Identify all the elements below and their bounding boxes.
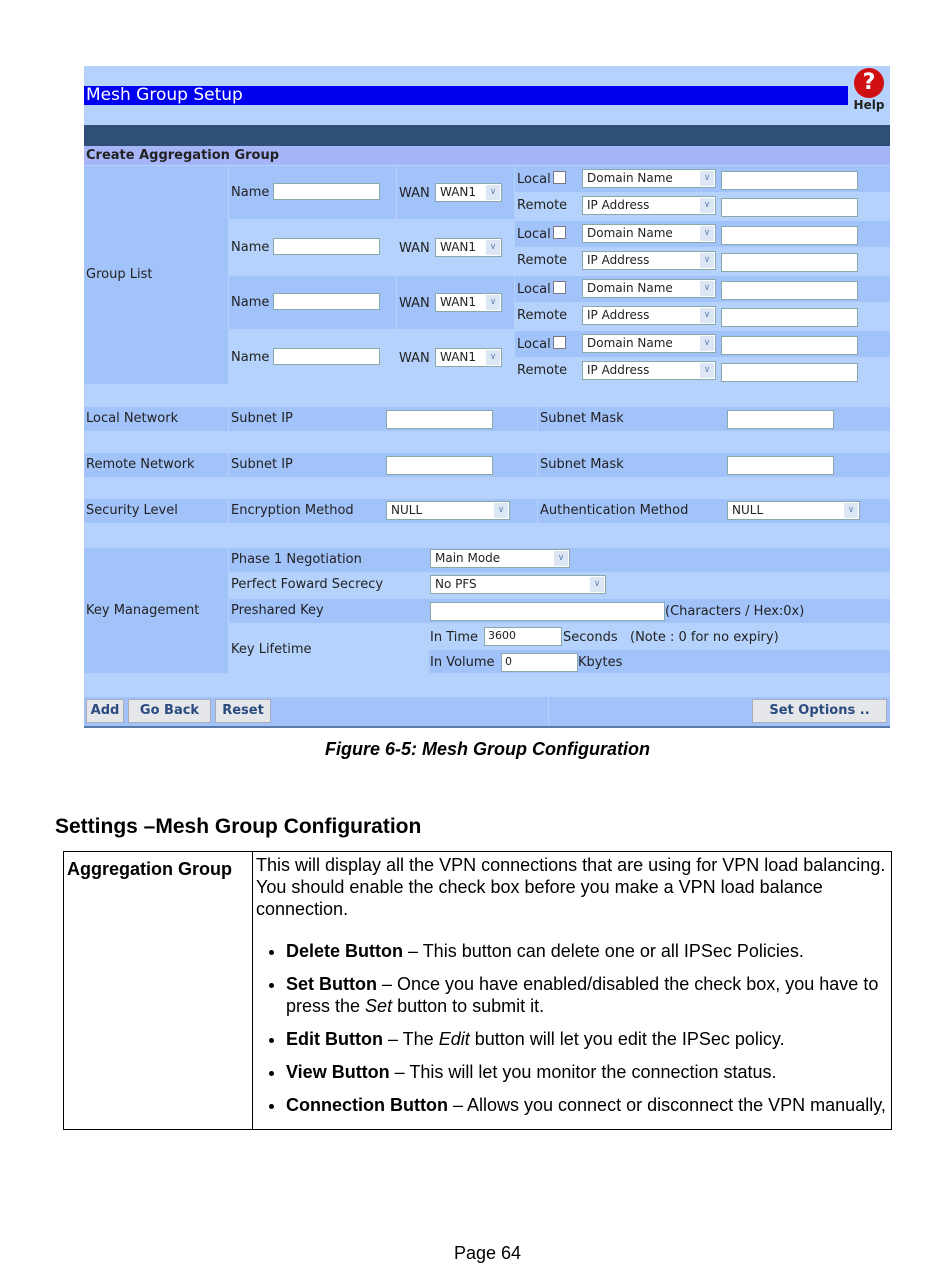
group-name-input[interactable] — [273, 238, 380, 255]
remote-type-select[interactable] — [582, 196, 716, 215]
pfs-select[interactable] — [430, 575, 606, 594]
bullet-text: – This will let you monitor the connection status. — [389, 1062, 777, 1082]
local-type-select[interactable] — [582, 224, 716, 243]
chevron-down-icon: ∨ — [590, 577, 604, 592]
in-time-label: In Time — [430, 630, 479, 645]
help-icon: ? — [854, 68, 884, 98]
bullet-title: Delete Button — [286, 941, 403, 961]
seconds-label: Seconds — [563, 630, 618, 645]
pfs-select-value: No PFS — [435, 577, 477, 591]
subnet-mask-input[interactable] — [727, 456, 834, 475]
encryption-method-label: Encryption Method — [229, 499, 537, 523]
in-volume-input[interactable]: 0 — [501, 653, 578, 672]
wan-select-value: WAN1 — [440, 240, 477, 254]
remote-network-label: Remote Network — [84, 453, 228, 477]
wan-select[interactable] — [435, 238, 502, 257]
remote-type-select-value: IP Address — [587, 308, 650, 322]
chevron-down-icon: ∨ — [700, 363, 714, 378]
expiry-note: (Note : 0 for no expiry) — [630, 630, 779, 645]
figure-caption: Figure 6-5: Mesh Group Configuration — [325, 739, 650, 759]
bullet-list — [256, 940, 888, 1116]
remote-type-select-value: IP Address — [587, 198, 650, 212]
chevron-down-icon: ∨ — [494, 503, 508, 518]
reset-button[interactable]: Reset — [215, 699, 271, 723]
local-type-select-value: Domain Name — [587, 281, 673, 295]
bullet-title: View Button — [286, 1062, 390, 1082]
local-network-label: Local Network — [84, 407, 228, 431]
local-type-select-value: Domain Name — [587, 171, 673, 185]
wan-select-value: WAN1 — [440, 185, 477, 199]
remote-type-select-value: IP Address — [587, 253, 650, 267]
preshared-key-hint: (Characters / Hex:0x) — [665, 604, 805, 619]
subnet-mask-label: Subnet Mask — [538, 453, 890, 477]
bottom-rule — [84, 726, 890, 728]
key-management-label: Key Management — [84, 548, 228, 673]
bullet-item — [286, 973, 888, 1017]
kbytes-label: Kbytes — [578, 655, 623, 670]
local-address-input[interactable] — [721, 281, 858, 300]
security-level-label: Security Level — [84, 499, 228, 523]
mesh-group-setup-screenshot — [84, 66, 890, 728]
chevron-down-icon: ∨ — [700, 336, 714, 351]
intro-text: This will display all the VPN connections that are using for VPN load balancing. You should enable the check box before you make a VPN load balance connection. — [256, 855, 886, 919]
wan-select[interactable] — [435, 293, 502, 312]
chevron-down-icon: ∨ — [486, 295, 500, 310]
local-checkbox[interactable] — [553, 226, 566, 239]
row-description — [253, 852, 892, 1130]
chevron-down-icon: ∨ — [700, 171, 714, 186]
subnet-ip-label: Subnet IP — [229, 407, 537, 431]
go-back-button[interactable]: Go Back — [128, 699, 211, 723]
page-title: Mesh Group Setup — [84, 86, 848, 105]
local-checkbox-wrap[interactable] — [517, 281, 566, 297]
preshared-key-label: Preshared Key — [229, 599, 890, 623]
page-number: Page 64 — [453, 1243, 522, 1263]
remote-type-select-value: IP Address — [587, 363, 650, 377]
phase1-select-value: Main Mode — [435, 551, 501, 565]
remote-label: Remote — [517, 363, 568, 378]
wan-label: WAN — [397, 331, 514, 384]
bullet-emphasis: Edit — [438, 1029, 470, 1049]
remote-address-input[interactable] — [721, 253, 858, 272]
remote-address-input[interactable] — [721, 363, 858, 382]
local-type-select-value: Domain Name — [587, 336, 673, 350]
encryption-method-select-value: NULL — [391, 503, 423, 517]
local-address-input[interactable] — [721, 336, 858, 355]
local-type-select[interactable] — [582, 169, 716, 188]
bullet-item — [286, 1028, 888, 1050]
phase1-select[interactable] — [430, 549, 570, 568]
chevron-down-icon: ∨ — [700, 198, 714, 213]
name-label: Name — [229, 166, 396, 219]
subnet-ip-label: Subnet IP — [229, 453, 537, 477]
wan-label: WAN — [397, 276, 514, 329]
local-checkbox[interactable] — [553, 171, 566, 184]
local-type-select[interactable] — [582, 279, 716, 298]
bullet-emphasis: Set — [365, 996, 393, 1016]
remote-label: Remote — [517, 198, 568, 213]
section-heading: Settings –Mesh Group Configuration — [55, 815, 422, 838]
bullet-text: – The — [382, 1029, 439, 1049]
subnet-ip-input[interactable] — [386, 456, 493, 475]
name-label: Name — [229, 276, 396, 329]
chevron-down-icon: ∨ — [486, 350, 500, 365]
local-label: Local — [517, 282, 551, 297]
name-label: Name — [229, 331, 396, 384]
local-label: Local — [517, 227, 551, 242]
wan-select[interactable] — [435, 348, 502, 367]
remote-label: Remote — [517, 253, 568, 268]
chevron-down-icon: ∨ — [700, 253, 714, 268]
name-label: Name — [229, 221, 396, 274]
local-type-select-value: Domain Name — [587, 226, 673, 240]
chevron-down-icon: ∨ — [554, 551, 568, 566]
chevron-down-icon: ∨ — [486, 185, 500, 200]
local-checkbox[interactable] — [553, 336, 566, 349]
help-label: Help — [853, 98, 885, 112]
local-checkbox-wrap[interactable] — [517, 171, 566, 187]
bullet-text-end: button will let you edit the IPSec policy. — [469, 1029, 785, 1049]
subnet-ip-input[interactable] — [386, 410, 493, 429]
phase1-label: Phase 1 Negotiation — [229, 548, 890, 572]
preshared-key-input[interactable] — [430, 602, 665, 621]
authentication-method-select[interactable] — [727, 501, 860, 520]
bullet-item — [286, 1061, 888, 1083]
remote-type-select[interactable] — [582, 361, 716, 380]
chevron-down-icon: ∨ — [700, 281, 714, 296]
key-lifetime-label: Key Lifetime — [229, 624, 429, 673]
wan-select[interactable] — [435, 183, 502, 202]
chevron-down-icon: ∨ — [486, 240, 500, 255]
subnet-mask-label: Subnet Mask — [538, 407, 890, 431]
wan-select-value: WAN1 — [440, 350, 477, 364]
authentication-method-label: Authentication Method — [538, 499, 890, 523]
remote-type-select[interactable] — [582, 306, 716, 325]
section-header: Create Aggregation Group — [84, 146, 890, 165]
bullet-item — [286, 940, 888, 962]
group-name-input[interactable] — [273, 183, 380, 200]
chevron-down-icon: ∨ — [844, 503, 858, 518]
bullet-text: – This button can delete one or all IPSec Policies. — [403, 941, 804, 961]
wan-label: WAN — [397, 221, 514, 274]
help-button[interactable] — [852, 68, 886, 112]
local-checkbox-wrap[interactable] — [517, 226, 566, 242]
bullet-text: – Once you have enabled/disabled the check box, you have to press the — [286, 974, 879, 1016]
chevron-down-icon: ∨ — [700, 308, 714, 323]
group-list-label: Group List — [84, 166, 228, 384]
add-button[interactable]: Add — [86, 699, 124, 723]
encryption-method-select[interactable] — [386, 501, 510, 520]
remote-type-select[interactable] — [582, 251, 716, 270]
subnet-mask-input[interactable] — [727, 410, 834, 429]
remote-address-input[interactable] — [721, 308, 858, 327]
bullet-item — [286, 1094, 888, 1116]
remote-label: Remote — [517, 308, 568, 323]
group-name-input[interactable] — [273, 348, 380, 365]
group-name-input[interactable] — [273, 293, 380, 310]
local-type-select[interactable] — [582, 334, 716, 353]
local-checkbox[interactable] — [553, 281, 566, 294]
bullet-text-end: button to submit it. — [392, 996, 545, 1016]
header-strip — [84, 125, 890, 146]
local-address-input[interactable] — [721, 171, 858, 190]
bullet-title: Connection Button — [286, 1095, 448, 1115]
row-label: Aggregation Group — [64, 852, 253, 1130]
pfs-label: Perfect Foward Secrecy — [229, 573, 890, 598]
authentication-method-select-value: NULL — [732, 503, 764, 517]
wan-select-value: WAN1 — [440, 295, 477, 309]
in-time-input[interactable]: 3600 — [484, 627, 562, 646]
remote-address-input[interactable] — [721, 198, 858, 217]
chevron-down-icon: ∨ — [700, 226, 714, 241]
bullet-title: Set Button — [286, 974, 377, 994]
local-checkbox-wrap[interactable] — [517, 336, 566, 352]
settings-table — [63, 851, 892, 1130]
local-label: Local — [517, 172, 551, 187]
set-options-button[interactable]: Set Options .. — [752, 699, 887, 723]
bullet-text: – Allows you connect or disconnect the VPN manually, — [447, 1095, 886, 1115]
bullet-title: Edit Button — [286, 1029, 383, 1049]
wan-label: WAN — [397, 166, 514, 219]
local-address-input[interactable] — [721, 226, 858, 245]
local-label: Local — [517, 337, 551, 352]
in-volume-label: In Volume — [430, 655, 495, 670]
volume-row — [429, 650, 890, 673]
